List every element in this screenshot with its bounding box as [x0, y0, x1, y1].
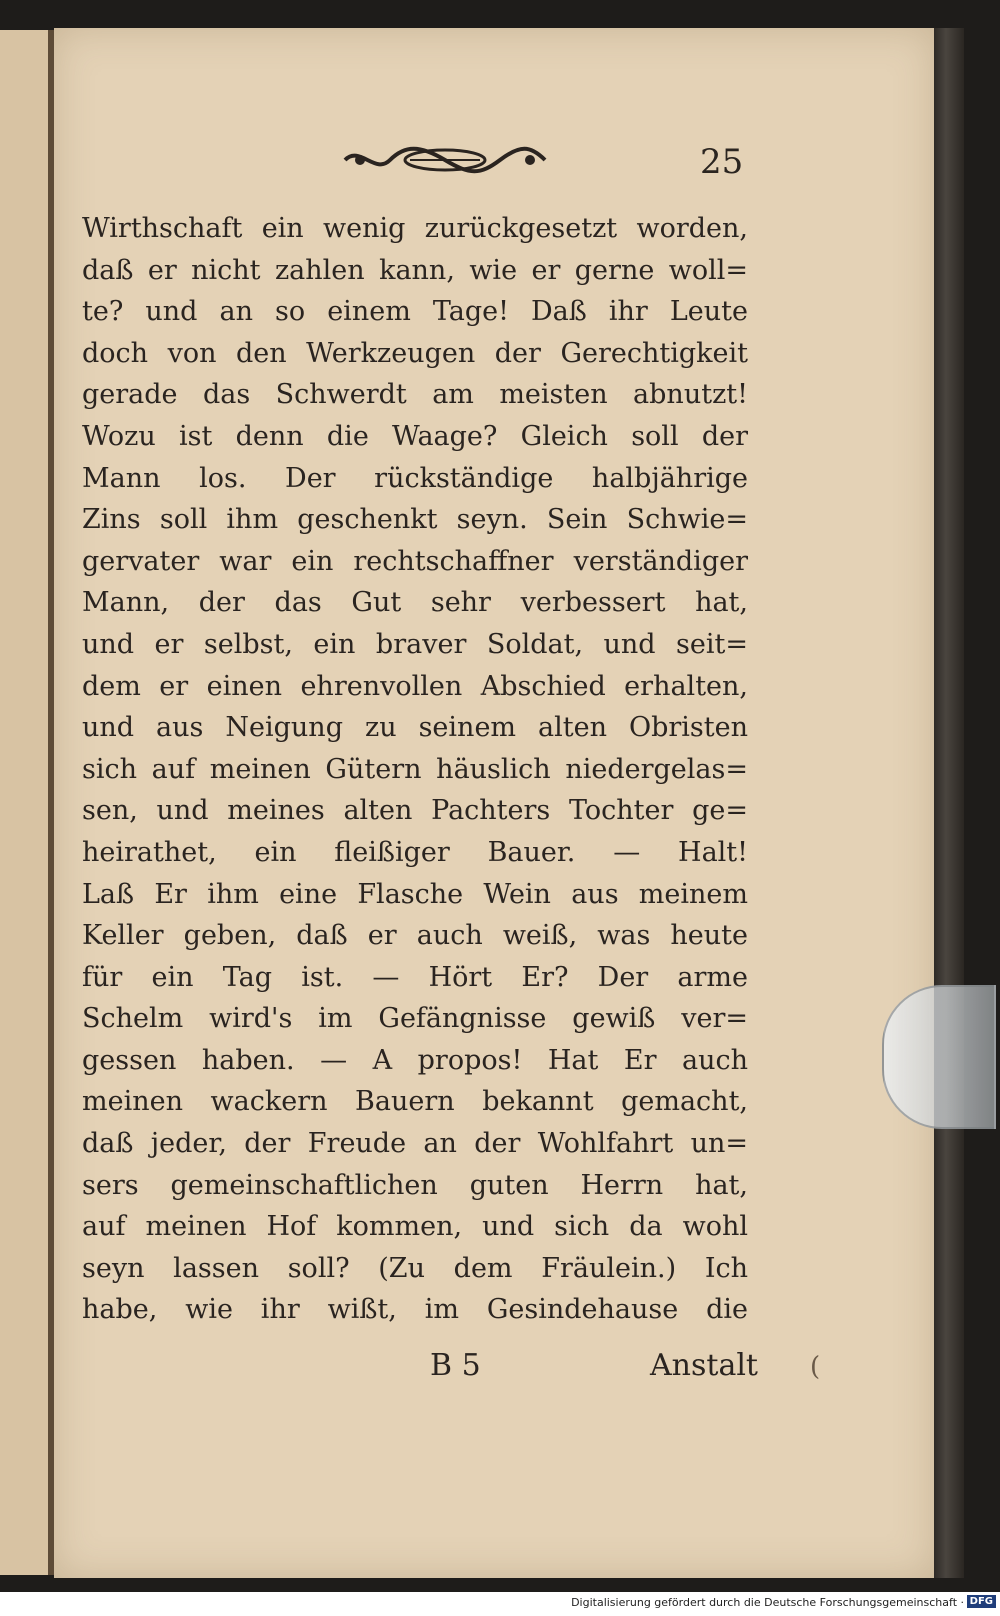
text-line: gervater war ein rechtschaffner verständiger [82, 545, 748, 577]
text-line: dem er einen ehrenvollen Abschied erhalten, [82, 670, 748, 702]
text-line: und aus Neigung zu seinem alten Obristen [82, 712, 748, 744]
text-line: Wirthschaft ein wenig zurückgesetzt worden, [82, 213, 748, 244]
text-line: daß er nicht zahlen kann, wie er gerne woll= [82, 254, 748, 286]
text-line: habe, wie ihr wißt, im Gesindehause die [82, 1294, 748, 1326]
dfg-logo-icon: DFG [967, 1595, 996, 1608]
text-line: sich auf meinen Gütern häuslich niedergelas= [82, 753, 748, 785]
body-text [82, 208, 748, 1331]
text-line: und er selbst, ein braver Soldat, und seit= [82, 628, 748, 660]
text-line: doch von den Werkzeugen der Gerechtigkeit [82, 337, 748, 369]
book-right-edge [934, 28, 964, 1578]
left-page-edge [0, 30, 52, 1575]
funding-credit: Digitalisierung gefördert durch die Deutsche Forschungsgemeinschaft · [571, 1596, 964, 1609]
text-line: seyn lassen soll? (Zu dem Fräulein.) Ich [82, 1252, 748, 1284]
text-line: Mann, der das Gut sehr verbessert hat, [82, 587, 748, 619]
text-line: Schelm wird's im Gefängnisse gewiß ver= [82, 1003, 748, 1035]
margin-mark: ( [810, 1352, 821, 1382]
text-line: Wozu ist denn die Waage? Gleich soll der [82, 420, 748, 452]
text-line: Laß Er ihm eine Flasche Wein aus meinem [82, 878, 748, 910]
signature-mark: B 5 [430, 1348, 481, 1383]
text-line: sen, und meines alten Pachters Tochter ge= [82, 795, 748, 827]
text-line: sers gemeinschaftlichen guten Herrn hat, [82, 1169, 748, 1201]
text-line: heirathet, ein fleißiger Bauer. — Halt! [82, 836, 748, 868]
text-line: meinen wackern Bauern bekannt gemacht, [82, 1086, 748, 1118]
page-clip [882, 985, 996, 1129]
text-line: gessen haben. — A propos! Hat Er auch [82, 1044, 748, 1076]
page-number: 25 [700, 142, 744, 182]
text-line: gerade das Schwerdt am meisten abnutzt! [82, 379, 748, 411]
text-line: für ein Tag ist. — Hört Er? Der arme [82, 961, 748, 993]
ornament-flourish-icon [340, 140, 550, 180]
catchword: Anstalt [650, 1348, 758, 1383]
text-line: Mann los. Der rückständige halbjährige [82, 462, 748, 494]
text-line: daß jeder, der Freude an der Wohlfahrt un= [82, 1128, 748, 1160]
text-line: Keller geben, daß er auch weiß, was heute [82, 920, 748, 952]
text-line: Zins soll ihm geschenkt seyn. Sein Schwie= [82, 504, 748, 536]
text-line: auf meinen Hof kommen, und sich da wohl [82, 1211, 748, 1243]
text-line: te? und an so einem Tage! Daß ihr Leute [82, 296, 748, 328]
